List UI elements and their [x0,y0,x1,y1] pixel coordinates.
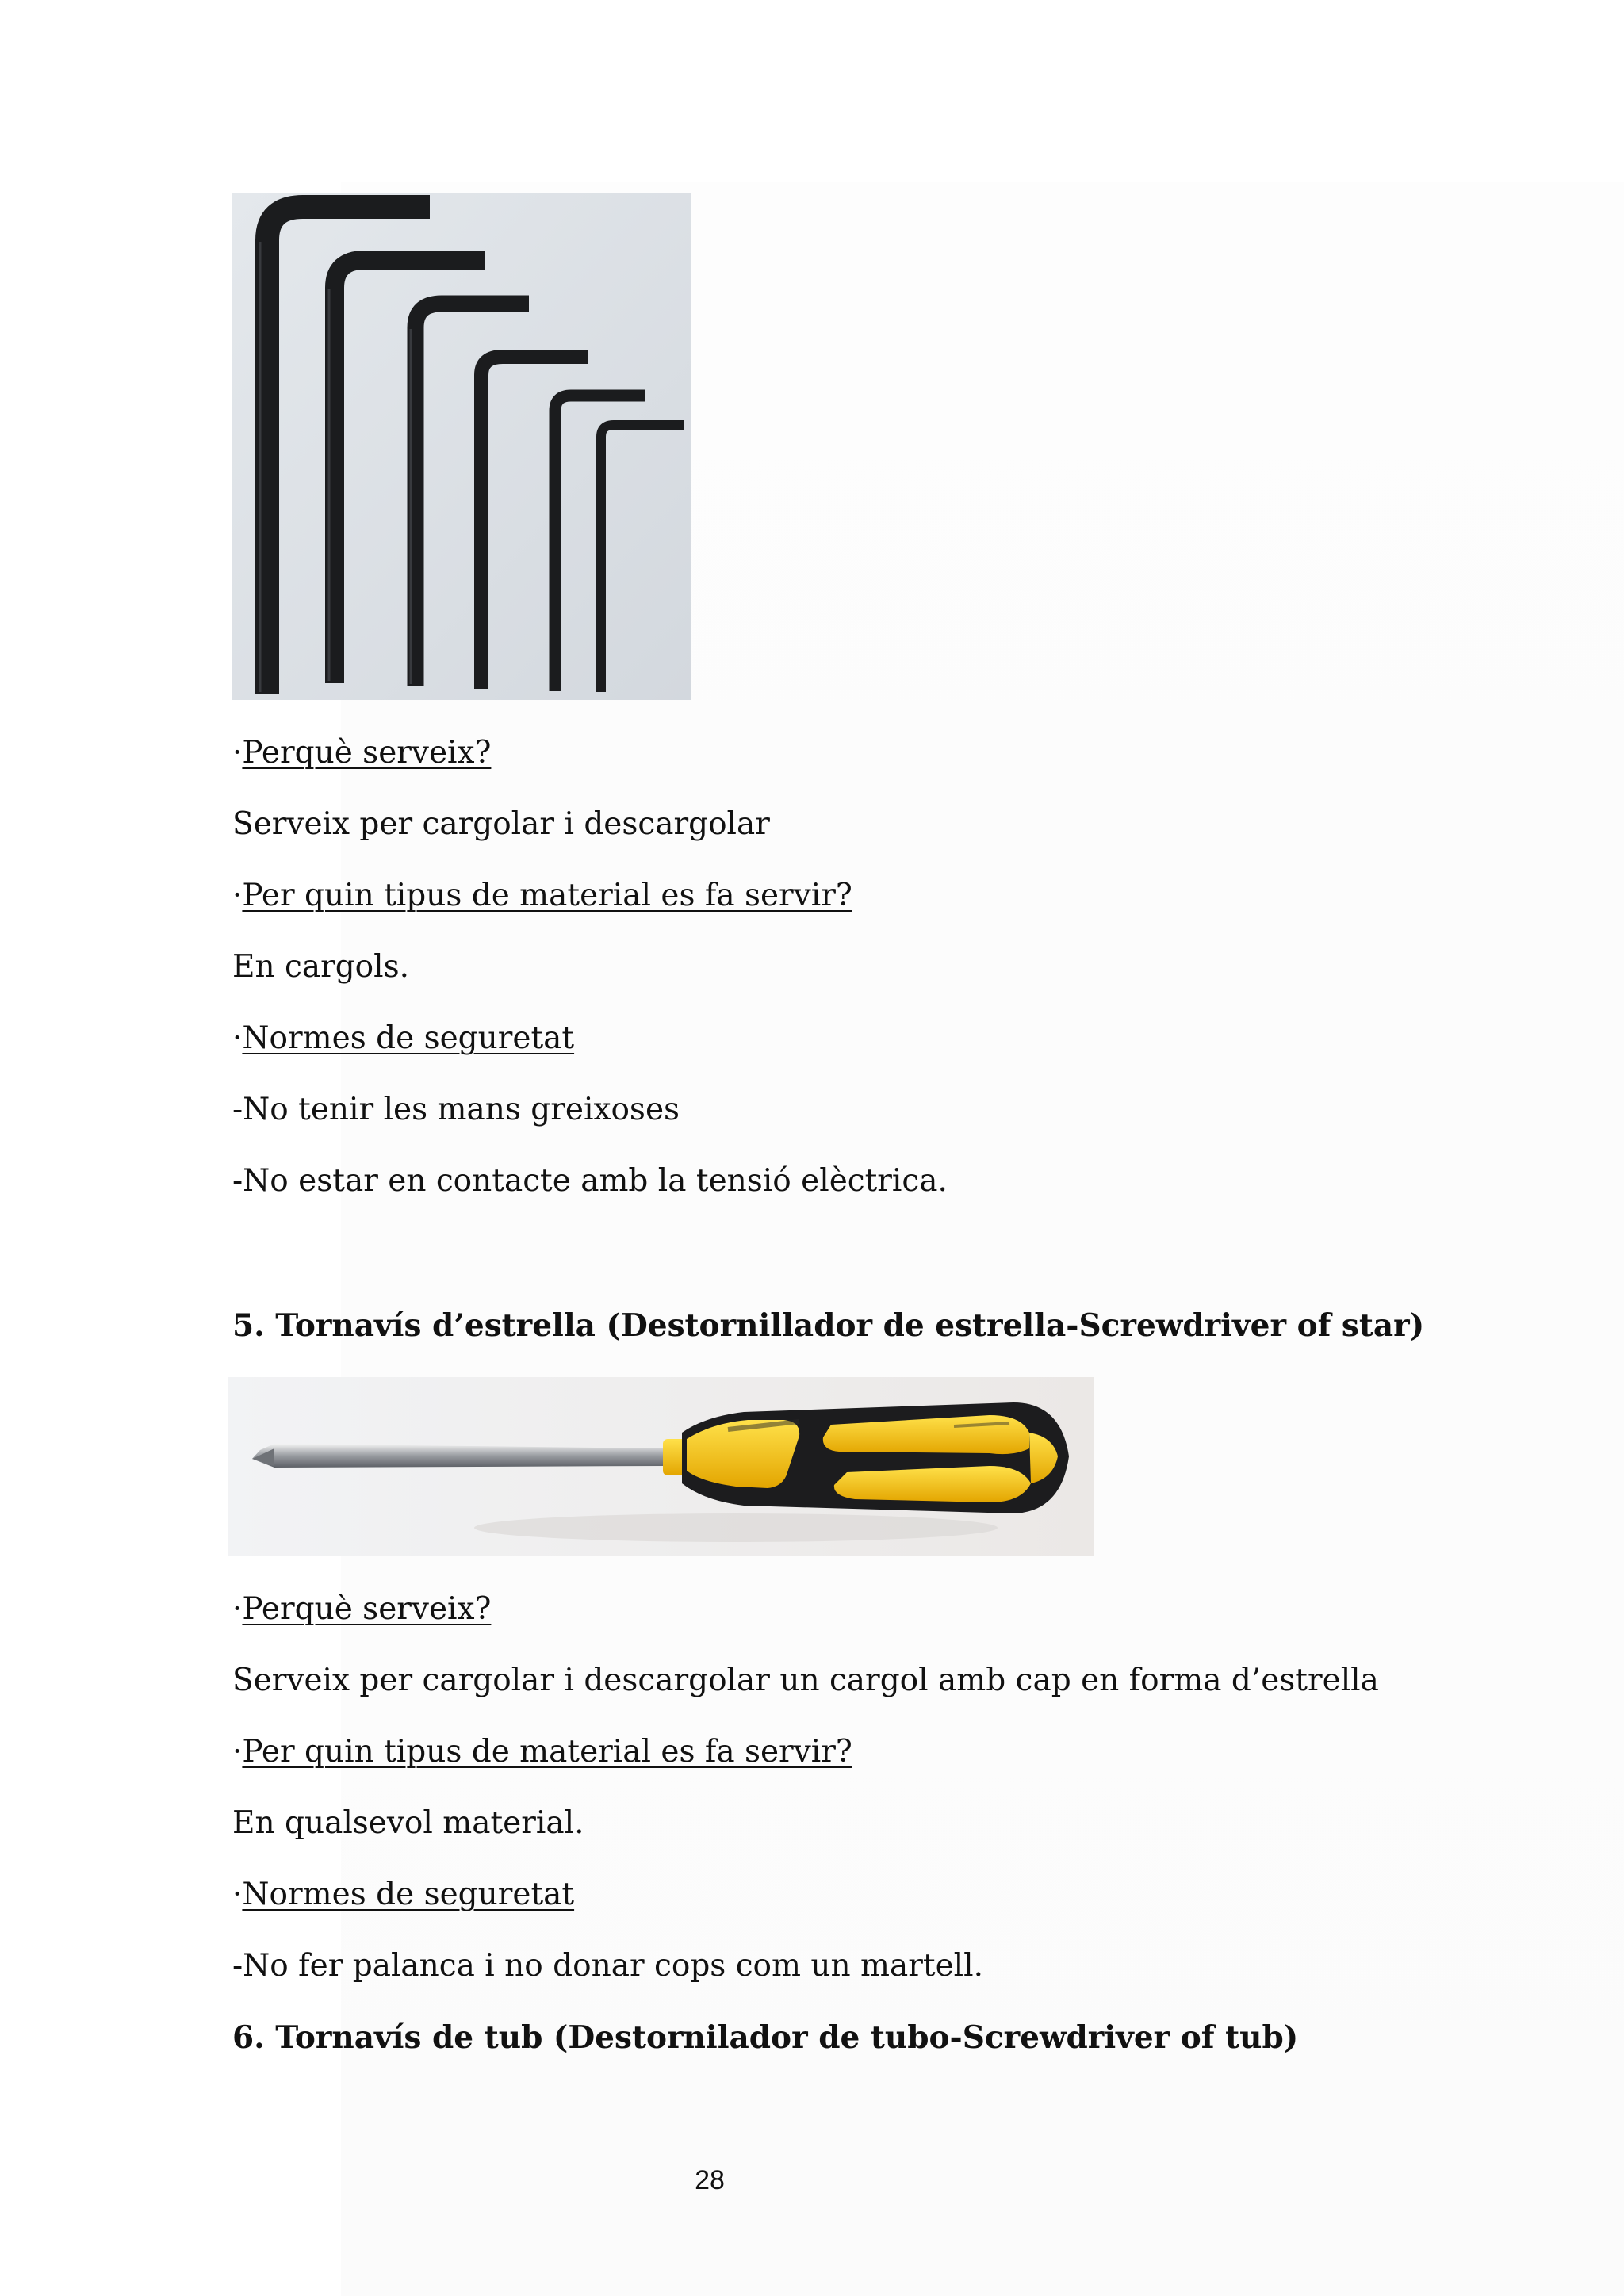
question-material-2: ·Per quin tipus de material es fa servir? [232,1734,852,1770]
answer-purpose-2: Serveix per cargolar i descargolar un cargol amb cap en forma d’estrella [232,1663,1379,1698]
question-material-1: ·Per quin tipus de material es fa servir? [232,878,852,913]
section-heading-star-screwdriver: 5. Tornavís d’estrella (Destornillador de estrella-Screwdriver of star) [232,1307,1425,1344]
page-number: 28 [695,2165,725,2195]
safety-rule-2: -No estar en contacte amb la tensió elèctrica. [232,1163,948,1199]
safety-rule-3: -No fer palanca i no donar cops com un martell. [232,1948,984,1984]
answer-material-2: En qualsevol material. [232,1805,584,1841]
question-safety-1: ·Normes de seguretat [232,1020,575,1056]
allen-keys-image [232,193,691,700]
section-heading-tube-screwdriver: 6. Tornavís de tub (Destornilador de tubo-Screwdriver of tub) [232,2019,1299,2056]
answer-material-1: En cargols. [232,949,410,985]
safety-rule-1: -No tenir les mans greixoses [232,1092,680,1127]
question-purpose-1: ·Perquè serveix? [232,735,492,771]
star-screwdriver-image [228,1377,1094,1556]
answer-purpose-1: Serveix per cargolar i descargolar [232,806,770,842]
question-purpose-2: ·Perquè serveix? [232,1591,492,1627]
question-safety-2: ·Normes de seguretat [232,1877,575,1912]
